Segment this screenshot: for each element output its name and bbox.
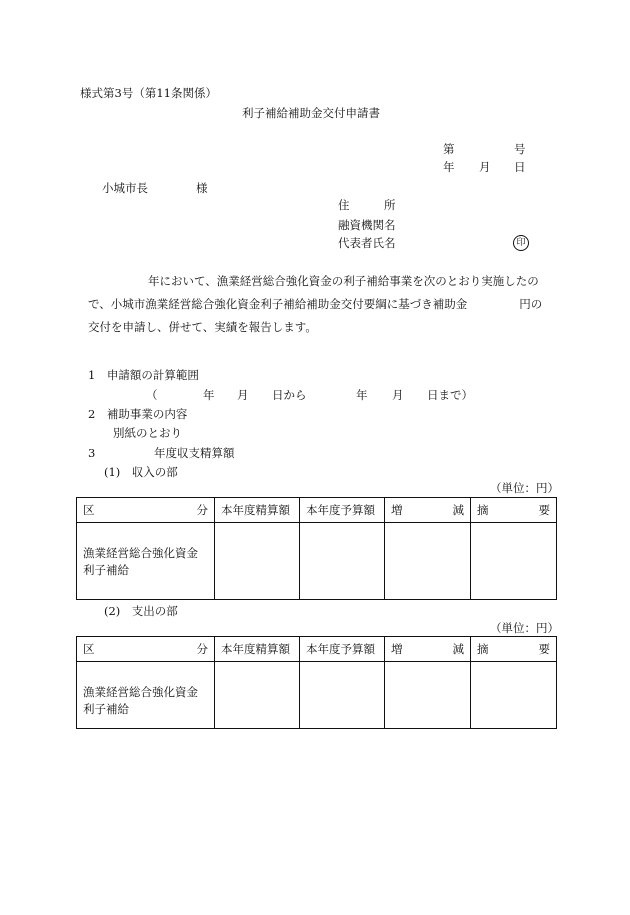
item-2-detail: 別紙のとおり (113, 426, 182, 440)
cell-settled[interactable] (215, 523, 300, 600)
body-line-2 (88, 293, 554, 316)
header-diff: 増 減 (385, 498, 471, 523)
expense-unit-label: （単位：円） (490, 621, 559, 635)
cell-diff[interactable] (385, 662, 471, 729)
cell-budget[interactable] (300, 523, 385, 600)
applicant-address-b: 所 (384, 198, 396, 212)
addressee-honorific: 様 (196, 181, 208, 195)
header-remarks: 摘 要 (471, 498, 557, 523)
header-budget: 本年度予算額 (300, 498, 385, 523)
document-title: 利子補給補助金交付申請書 (242, 106, 380, 120)
cell-settled[interactable] (215, 662, 300, 729)
header-kubun: 区 分 (77, 637, 215, 662)
expense-table (76, 636, 557, 729)
row-category: 漁業経営総合強化資金 利子補給 (77, 662, 215, 729)
item-1-open: （ (146, 388, 158, 402)
body-line-1: 年において、漁業経営総合強化資金の利子補給事業を次のとおり実施したの (148, 274, 539, 288)
seal-mark: 印 (513, 235, 529, 251)
income-section-label: (1) 収入の部 (104, 465, 178, 479)
income-table-header (77, 498, 557, 523)
applicant-representative: 代表者氏名 (338, 236, 396, 250)
number-dai: 第 (443, 142, 455, 156)
table-row (77, 662, 557, 729)
header-kubun: 区 分 (77, 498, 215, 523)
date-year: 年 (443, 160, 455, 174)
item-1-month-2: 月 (392, 388, 404, 402)
item-1-from: 日から (272, 388, 307, 402)
table-row (77, 523, 557, 600)
header-settled: 本年度精算額 (215, 637, 300, 662)
cell-diff[interactable] (385, 523, 471, 600)
header-remarks: 摘 要 (471, 637, 557, 662)
body-line-2b: 円の (519, 297, 543, 311)
number-go: 号 (514, 142, 526, 156)
cell-budget[interactable] (300, 662, 385, 729)
cell-remarks[interactable] (471, 523, 557, 600)
header-diff: 増 減 (385, 637, 471, 662)
item-3-label: 年度収支精算額 (154, 446, 235, 460)
expense-table-header (77, 637, 557, 662)
income-unit-label: （単位：円） (490, 481, 559, 495)
date-month: 月 (479, 160, 491, 174)
income-table (76, 497, 557, 600)
body-line-2a: で、小城市漁業経営総合強化資金利子補給補助金交付要綱に基づき補助金 (88, 297, 468, 311)
item-1-year-1: 年 (203, 388, 215, 402)
cell-remarks[interactable] (471, 662, 557, 729)
body-paragraph (88, 270, 554, 339)
item-1-year-2: 年 (356, 388, 368, 402)
body-line-3: 交付を申請し、併せて、実績を報告します。 (88, 320, 317, 334)
header-settled: 本年度精算額 (215, 498, 300, 523)
applicant-institution: 融資機関名 (338, 218, 396, 232)
date-day: 日 (514, 160, 526, 174)
item-1-label: 1 申請額の計算範囲 (88, 368, 199, 382)
item-3-number: 3 (88, 446, 96, 460)
form-number: 様式第3号（第11条関係） (80, 86, 217, 100)
row-category: 漁業経営総合強化資金 利子補給 (77, 523, 215, 600)
item-2-label: 2 補助事業の内容 (88, 407, 188, 421)
applicant-address-a: 住 (338, 198, 350, 212)
header-budget: 本年度予算額 (300, 637, 385, 662)
expense-section-label: (2) 支出の部 (104, 604, 178, 618)
item-1-until: 日まで） (427, 388, 473, 402)
item-1-month-1: 月 (237, 388, 249, 402)
addressee-name: 小城市長 (102, 181, 148, 195)
